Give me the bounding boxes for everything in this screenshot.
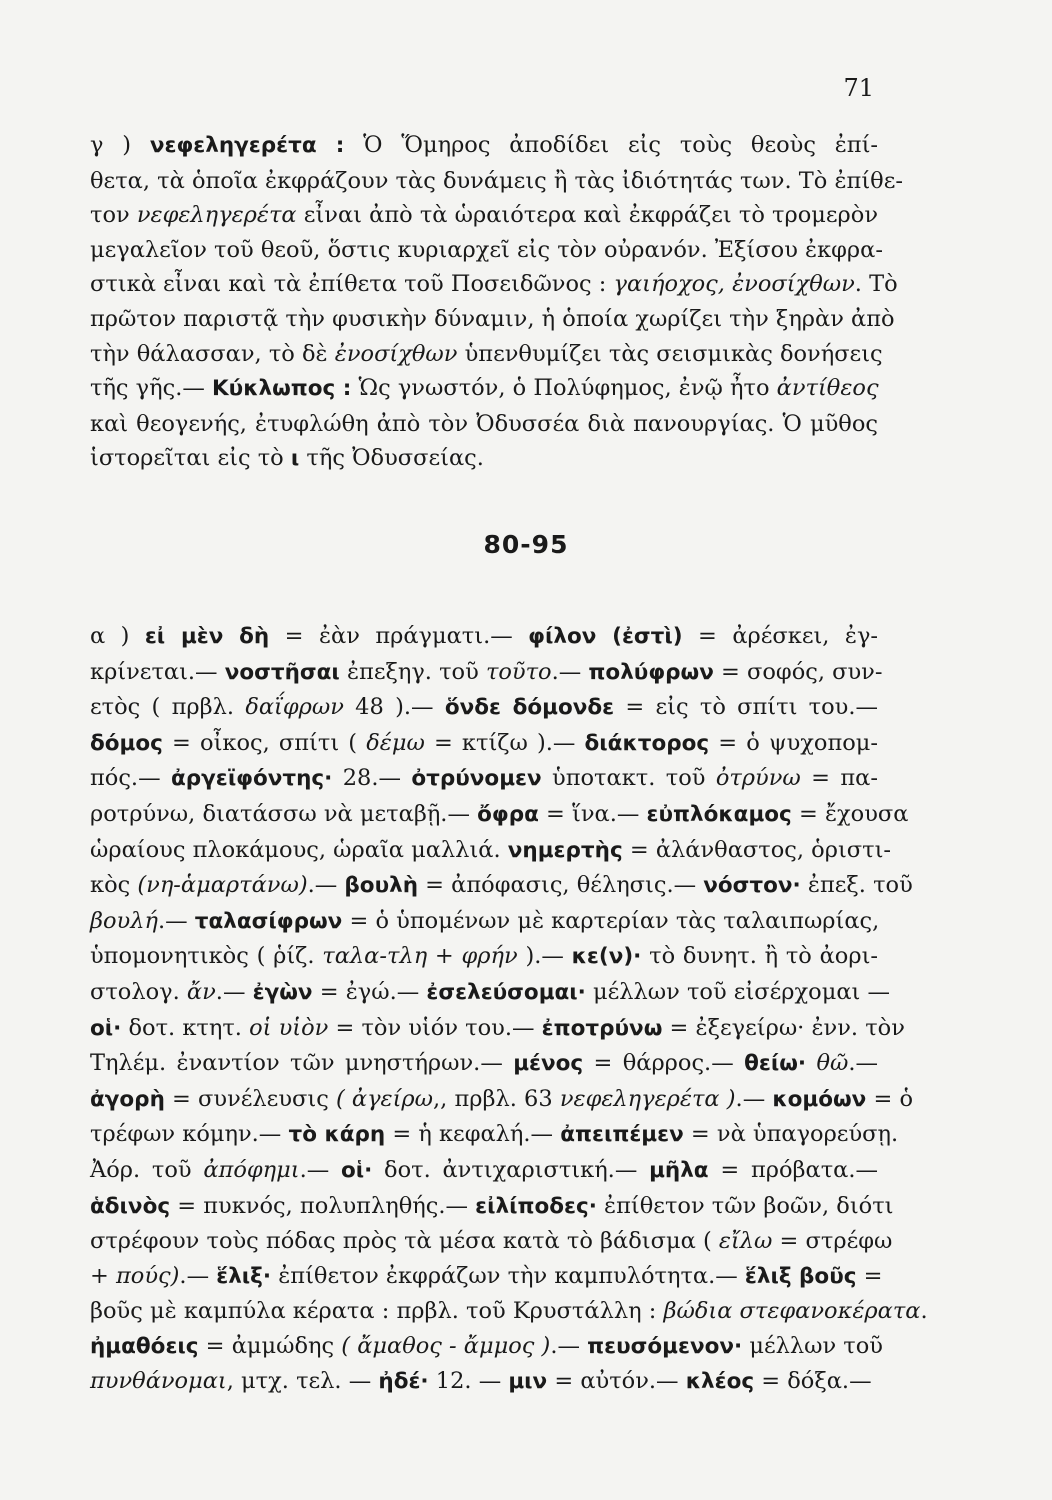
text-line: στρέφουν τοὺς πόδας πρὸς τὰ μέσα κατὰ τὸ βάδισμα ( εἴλω = στρέφω xyxy=(90,1228,893,1255)
text-line: καὶ θεογενής, ἐτυφλώθη ἀπὸ τὸν Ὀδυσσέα διὰ πανουργίας. Ὁ μῦθος xyxy=(90,410,878,437)
text-line: κὸς (νη-ἁμαρτάνω).— βουλὴ = ἀπόφασις, θέλησις.— νόστον· ἐπεξ. τοῦ xyxy=(90,872,913,899)
text-line: ἱστορεῖται εἰς τὸ ι τῆς Ὀδυσσείας. xyxy=(90,445,484,472)
text-line: στικὰ εἶναι καὶ τὰ ἐπίθετα τοῦ Ποσειδῶνος : γαιήοχος, ἐνοσίχθων. Τὸ xyxy=(90,271,898,298)
text-line: Ἀόρ. τοῦ ἀπόφημι.— οἱ· δοτ. ἀντιχαριστική.— μῆλα = πρόβατα.— xyxy=(90,1156,878,1183)
text-line: τον νεφεληγερέτα εἶναι ἀπὸ τὰ ὡραιότερα καὶ ἐκφράζει τὸ τρομερὸν xyxy=(90,202,878,229)
text-line: πός.— ἀργεϊφόντης· 28.— ὀτρύνομεν ὑποτακτ. τοῦ ὀτρύνω = πα- xyxy=(90,765,878,792)
text-line: ὑπομονητικὸς ( ῥίζ. ταλα-τλη + φρήν ).— κε(ν)· τὸ δυνητ. ἢ τὸ ἀορι- xyxy=(90,943,878,970)
text-line: τρέφων κόμην.— τὸ κάρη = ἡ κεφαλή.— ἀπειπέμεν = νὰ ὑπαγορεύσῃ. xyxy=(90,1121,899,1148)
text-line: βοῦς μὲ καμπύλα κέρατα : πρβλ. τοῦ Κρυστάλλη : βώδια στεφανοκέρατα. xyxy=(90,1298,928,1325)
section-heading: 80-95 xyxy=(483,530,569,559)
text-line: ροτρύνω, διατάσσω νὰ μεταβῇ.— ὄφρα = ἵνα.— εὐπλόκαμος = ἔχουσα xyxy=(90,800,909,827)
text-line: ετὸς ( πρβλ. δαΐφρων 48 ).— ὅνδε δόμονδε = εἰς τὸ σπίτι του.— xyxy=(90,694,879,721)
commentary-section-80-95 xyxy=(90,619,928,1400)
text-line: δόμος = οἶκος, σπίτι ( δέμω = κτίζω ).— διάκτορος = ὁ ψυχοπομ- xyxy=(90,729,879,756)
text-line: στολογ. ἄν.— ἐγὼν = ἐγώ.— ἐσελεύσομαι· μέλλων τοῦ εἰσέρχομαι — xyxy=(90,978,890,1005)
text-line: οἱ· δοτ. κτητ. οἱ υἱὸν = τὸν υἱόν του.— ἐποτρύνω = ἐξεγείρω· ἐνν. τὸν xyxy=(90,1014,905,1041)
text-line: μεγαλεῖον τοῦ θεοῦ, ὅστις κυριαρχεῖ εἰς τὸν οὐρανόν. Ἐξίσου ἐκφρα- xyxy=(90,236,883,263)
text-line: πρῶτον παριστᾷ τὴν φυσικὴν δύναμιν, ἡ ὁποία χωρίζει τὴν ξηρὰν ἀπὸ xyxy=(90,305,895,332)
text-line: θετα, τὰ ὁποῖα ἐκφράζουν τὰς δυνάμεις ἢ τὰς ἰδιότητάς των. Τὸ ἐπίθε- xyxy=(90,167,903,194)
text-line: τὴν θάλασσαν, τὸ δὲ ἐνοσίχθων ὑπενθυμίζει τὰς σεισμικὰς δονήσεις xyxy=(90,340,883,367)
text-line: κρίνεται.— νοστῆσαι ἐπεξηγ. τοῦ τοῦτο.— πολύφρων = σοφός, συν- xyxy=(90,658,883,685)
text-line: ἀγορὴ = συνέλευσις ( ἀγείρω,, πρβλ. 63 νεφεληγερέτα ).— κομόων = ὁ xyxy=(90,1085,914,1112)
text-line: ἠμαθόεις = ἀμμώδης ( ἄμαθος - ἄμμος ).— πευσόμενον· μέλλων τοῦ xyxy=(90,1332,883,1359)
commentary-section-gamma xyxy=(90,128,903,477)
text-line: γ ) νεφεληγερέτα : Ὁ Ὅμηρος ἀποδίδει εἰς τοὺς θεοὺς ἐπί- xyxy=(90,132,879,158)
text-line: α ) εἰ μὲν δὴ = ἐὰν πράγματι.— φίλον (ἐστὶ) = ἀρέσκει, ἐγ- xyxy=(90,623,879,649)
text-line: βουλή.— ταλασίφρων = ὁ ὑπομένων μὲ καρτερίαν τὰς ταλαιπωρίας, xyxy=(90,907,880,934)
text-line: Τηλέμ. ἐναντίον τῶν μνηστήρων.— μένος = θάρρος.— θείω· θῶ.— xyxy=(90,1050,878,1077)
page-number: 71 xyxy=(843,74,874,102)
text-line: πυνθάνομαι, μτχ. τελ. — ἠδέ· 12. — μιν = αὐτόν.— κλέος = δόξα.— xyxy=(90,1368,872,1395)
text-line: + πούς).— ἕλιξ· ἐπίθετον ἐκφράζων τὴν καμπυλότητα.— ἕλιξ βοῦς = xyxy=(90,1262,883,1289)
text-line: ἁδινὸς = πυκνός, πολυπληθής.— εἰλίποδες· ἐπίθετον τῶν βοῶν, διότι xyxy=(90,1192,894,1219)
text-line: τῆς γῆς.— Κύκλωπος : Ὡς γνωστόν, ὁ Πολύφημος, ἐνῷ ἦτο ἀντίθεος xyxy=(90,375,879,402)
text-line: ὡραίους πλοκάμους, ὡραῖα μαλλιά. νημερτὴς = ἀλάνθαστος, ὁριστι- xyxy=(90,836,891,863)
